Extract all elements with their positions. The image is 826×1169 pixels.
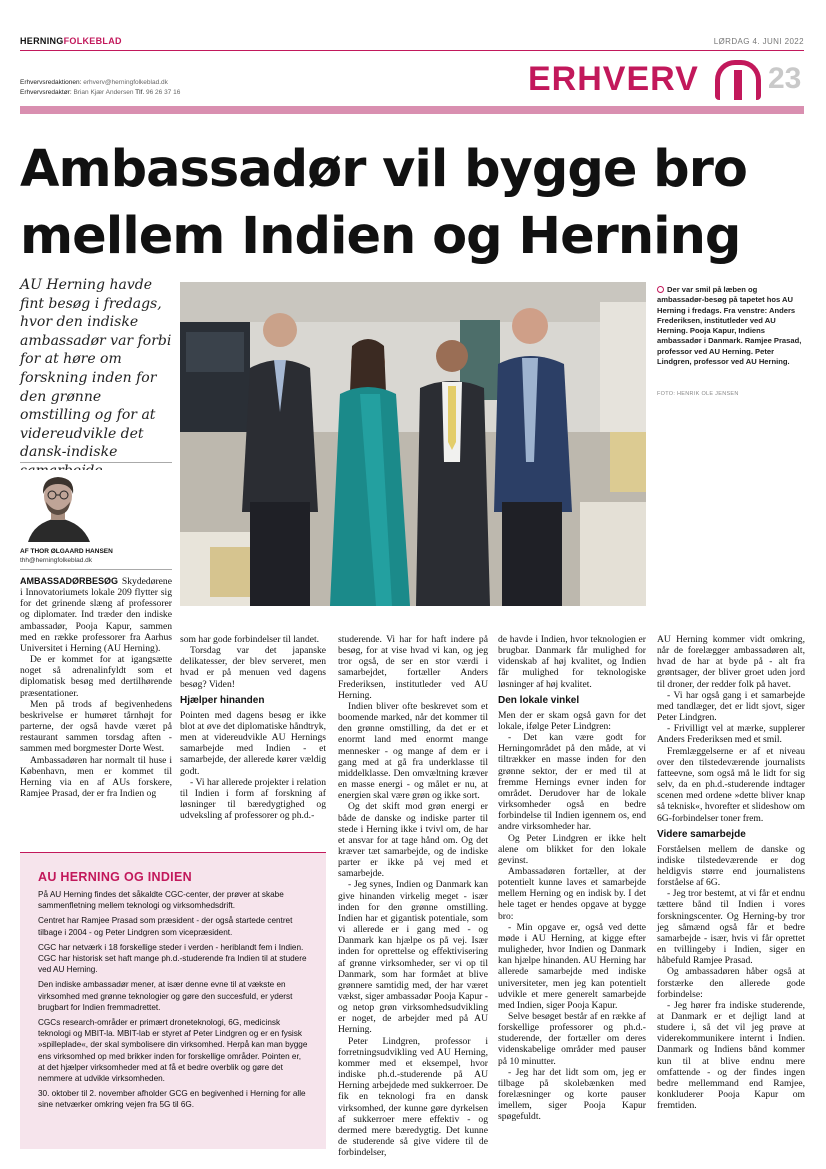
paragraph: Men på trods af begivenhedens beskrivelse er humøret tårnhøjt for parterne, der også havde været på restaurant sammen torsdag aften - sammen med borgmester Dorte West. bbox=[20, 698, 172, 755]
paragraph: Ambassadøren fortæller, at der potentielt kunne laves et samarbejde mellem Herning og en indisk by. I det hele taget er hendes opgave at bygge bro: bbox=[498, 865, 646, 922]
paragraph-text: Skydedørene i Innovatoriumets lokale 209 flytter sig for det grinende slæng af professorer og diplomater. Ind træder den indiske ambassadør, Pooja Kapur, sammen med en række professorer fra Aarhus Universitet i Herning (AU Herning). bbox=[20, 576, 172, 654]
paragraph: - Jeg hører fra indiske studerende, at Danmark er et dejligt land at studere i, så det vil jeg prøve at viderekommunikere internt i Indien. Danmark og Indiens bånd kommer kun til at blive endnu mere omfattende - og der findes ingen bedre mellemmand end Ramjee, konkluderer Pooja Kapur om fremtiden. bbox=[657, 999, 805, 1112]
paragraph bbox=[20, 576, 172, 654]
paragraph: - Jeg tror bestemt, at vi får et endnu tættere bånd til Indien i vores forskningscenter. Og Herning-by tror jeg såmænd også får et bedre samarbejde - især, hvis vi får oprettet en tvillingeby i Indien, siger en håbefuld Ramjee Prasad. bbox=[657, 888, 805, 967]
masthead-name-b: FOLKEBLAD bbox=[63, 36, 122, 46]
phone-number: 96 26 37 16 bbox=[146, 89, 181, 96]
paragraph: - Jeg synes, Indien og Danmark kan give hinanden virkelig meget - især inden for den grønne omstilling. Indien har et gigantisk potentiale, som vi allerede er i gang med - og Danmark kan hjælpe os på vej. Især inden for oprettelse og effektivisering af grønne virksomheder, ser vi op til Danmark, som har formået at blive grønnere samtidig med, der har været vækst, siger ambassadør Pooja Kapur - og netop grøn virksomhedsudvikling er noget, de arbejder med på AU Herning. bbox=[338, 879, 488, 1036]
newspaper-masthead bbox=[20, 36, 122, 46]
fact-box-title: AU HERNING OG INDIEN bbox=[38, 870, 192, 884]
fact-box-rule bbox=[20, 852, 326, 853]
subheading: Hjælper hinanden bbox=[180, 694, 265, 706]
editor-label: Erhvervsredaktør: bbox=[20, 89, 72, 96]
paragraph: Ambassadøren har normalt til huse i København, men er kommet til Herning via en af AUs forskere, Ramjee Prasad, der er fra Indien og bbox=[20, 754, 172, 799]
byline-divider bbox=[20, 569, 172, 570]
fact-box-item: 30. oktober til 2. november afholder GCG en begivenhed i Herning for alle sine netværker omkring vejen fra 5G til 6G. bbox=[38, 1089, 306, 1110]
intro-divider bbox=[20, 462, 172, 463]
fact-box-item: CGCs research-områder er primært droneteknologi, 6G, medicinsk teknologi og MBIT-la. MBIT-lab er styret af Peter Lindgren og er en fysisk »spilleplade«, der skal symbolisere din virksomhed. Herpå kan man bygge ens virksomhed op med brikker inden for forskellige områder. Pointen er, at det hjælper virksomheder med at få et bedre overblik og gøre det nemmere at udvikle virksomheden. bbox=[38, 1018, 308, 1084]
author-portrait bbox=[20, 470, 108, 542]
caption-text: Der var smil på læben og ambassadør-besøg på tapetet hos AU Herning i fredags. Fra venstre: Anders Frederiksen, institutleder ved AU Herning. Pooja Kapur, Indiens ambassadør i Danmark. Ramjee Prasad, professor ved AU Herning. Peter Lindgren, professor ved AU Herning. bbox=[657, 285, 802, 367]
group-photo-illustration bbox=[180, 282, 646, 606]
paragraph: De er kommet for at igangsætte noget så adrenalinfyldt som et diplomatisk besøg med dertilhørende præsentationer. bbox=[20, 654, 172, 699]
subheading: Den lokale vinkel bbox=[498, 694, 580, 706]
photo-credit: FOTO: HENRIK OLE JENSEN bbox=[657, 391, 739, 397]
article-kicker: AMBASSADØRBESØG bbox=[20, 576, 119, 586]
paragraph: Og ambassadøren håber også at forstærke den allerede gode forbindelse: bbox=[657, 966, 805, 1000]
masthead-rule bbox=[20, 50, 804, 51]
paragraph: - Jeg har det lidt som om, jeg er tilbage på skolebænken med forelæsninger og korte pauser imellem, siger Pooja Kapur spøgefuldt. bbox=[498, 1066, 646, 1123]
fact-box-item: CGC har netværk i 18 forskellige steder i verden - heriblandt fem i Indien. CGC har historisk set haft mange ph.d.-studerende fra Indien til at studere ved AU Herning. bbox=[38, 942, 307, 975]
fact-box-item: Centret har Ramjee Prasad som præsident - der også startede centret tilbage i 2004 - og Peter Lindgren som vicepræsident. bbox=[38, 916, 293, 937]
paragraph: de havde i Indien, hvor teknologien er brugbar. Danmark får mulighed for videnskab af høj kvalitet, og Indien får mulighed for teknologiske løsninger af høj kvalitet. bbox=[498, 634, 646, 690]
author-portrait-photo bbox=[20, 470, 108, 542]
paragraph: Forståelsen mellem de danske og indiske tilstedeværende er dog heldigvis større end journalistens forståelse af 6G. bbox=[657, 843, 805, 889]
fact-box-item: På AU Herning findes det såkaldte CGC-center, der prøver at skabe sammenfletning mellem teknologi og virksomhedsdrift. bbox=[38, 890, 284, 911]
article-headline: Ambassadør vil bygge bro mellem Indien og Herning bbox=[20, 140, 747, 266]
paragraph: som har gode forbindelser til landet. bbox=[180, 634, 320, 645]
section-band bbox=[20, 106, 804, 114]
paragraph: - Vi har allerede projekter i relation til Indien i form af forskning af løsninger til bæredygtighed og udveksling af professorer og ph.d.- bbox=[180, 776, 326, 822]
section-m-logo-stem bbox=[734, 70, 742, 100]
paragraph: Torsdag var det japanske delikatesser, der blev serveret, men hvad er på menuen ved dagens besøg? Viden! bbox=[180, 645, 326, 690]
paragraph: Og det skift mod grøn energi er både de danske og indiske parter til stede i Herning ikke i tvivl om, de har et ansvar for at tage hånd om. Og det kræver tæt samarbejde, og de indiske parter er ikke på vej med et samarbejde. bbox=[338, 801, 488, 880]
contact-line-1 bbox=[20, 79, 168, 86]
photo-caption bbox=[657, 285, 805, 367]
page-number: 23 bbox=[768, 62, 802, 95]
caption-bullet-icon bbox=[657, 286, 664, 293]
article-intro: AU Herning havde fint besøg i fredags, hvor den indiske ambassadør var forbi for at høre om forskning inden for den grønne omstilling og for at videreudvikle det dansk-indiske bbox=[20, 277, 172, 461]
paragraph: Og Peter Lindgren er ikke helt alene om blikket for den lokale gevinst. bbox=[498, 832, 646, 866]
paragraph: - Min opgave er, også ved dette møde i AU Herning, at kigge efter muligheder, hvor Indien og Danmark kan hjælpe hinanden. AU Herning har allerede samarbejde med indiske universiteter, men jeg kan potentielt udvikle et mere generelt samarbejde med Indien, siger Pooja Kapur. bbox=[498, 921, 646, 1011]
subheading: Videre samarbejde bbox=[657, 828, 746, 840]
section-title: ERHVERV bbox=[528, 60, 699, 98]
paragraph: Fremlæggelserne er af et niveau over den tilstedeværende journalists fatteevne, som også må le lidt for sig selv, da en ph.d.-studerende indtager scenen med ordene »dette bliver knap så teknisk«, hvorefter et slideshow om 6G-forbindelser toner frem. bbox=[657, 745, 805, 824]
contact-email[interactable]: erhverv@herningfolkeblad.dk bbox=[83, 79, 168, 86]
byline-email[interactable]: thh@herningfolkeblad.dk bbox=[20, 557, 93, 564]
paragraph: Indien bliver ofte beskrevet som et boomende marked, når det kommer til den grønne omstilling, da det er et enormt land med enormt mange mennesker - og mange af dem er i gang med at gå fra underklasse til middelklasse. Den omvæltning kræver en masse energi - og målet er nu, at energien skal være grøn og ikke sort. bbox=[338, 700, 488, 802]
paragraph: - Det kan være godt for Herningområdet på den måde, at vi tiltrækker en masse inden for den grønne sektor, der er med til at fremme Hernings evner inden for området. Derudover har de lokale virksomheder også en bedre forbindelse til Indien igennem os, end andre virksomheder har. bbox=[498, 732, 646, 833]
masthead-name-a: HERNING bbox=[20, 36, 64, 46]
paragraph: - Frivilligt vel at mærke, supplerer Anders Frederiksen med et smil. bbox=[657, 723, 805, 746]
paragraph: studerende. Vi har for haft indere på besøg, for at vise hvad vi kan, og jeg tror også, de ser en stor værdi i samarbejdet, fortæller Anders Frederiksen, institutleder ved AU Herning. bbox=[338, 634, 488, 701]
byline-author: AF THOR ØLGAARD HANSEN bbox=[20, 548, 113, 555]
article-column-1 bbox=[20, 576, 172, 799]
fact-box-item: Den indiske ambassadør mener, at især denne evne til at vækste en virksomhed med grønne teknologier og gøre den succesfuld, er yderst brugbart for Indien fremmadrettet. bbox=[38, 980, 293, 1012]
phone-label: Tlf. bbox=[135, 89, 145, 96]
article-column-5 bbox=[657, 634, 805, 1111]
contact-line-2 bbox=[20, 89, 180, 96]
article-column-3 bbox=[338, 634, 488, 1158]
paragraph: - Vi har også gang i et samarbejde med tandlæger, det er lidt sjovt, siger Peter Lindgren. bbox=[657, 689, 805, 724]
contact-label: Erhvervsredaktionen: bbox=[20, 79, 82, 86]
paragraph: AU Herning kommer vidt omkring, når de forelægger ambassadøren alt, hvad de har at byde på - alt fra grøntsager, der bliver groet uden jord til droner, der redder folk på havet. bbox=[657, 634, 805, 690]
article-column-2 bbox=[180, 634, 326, 821]
issue-date: LØRDAG 4. JUNI 2022 bbox=[713, 37, 804, 46]
paragraph: Pointen med dagens besøg er ikke blot at øve det diplomatiske håndtryk, men at videreudvikle AU Hernings samarbejde med Indien - et samarbejde, der allerede kører vældig godt. bbox=[180, 709, 326, 777]
editor-name: Brian Kjær Andersen bbox=[73, 89, 134, 96]
paragraph: Men der er skam også gavn for det lokale, ifølge Peter Lindgren: bbox=[498, 709, 646, 732]
paragraph: Peter Lindgren, professor i forretningsudvikling ved AU Herning, kommer med et eksempel, hvor indiske ph.d.-studerende på AU Herning arbejdede med sukkerroer. De fik en teknologi fra en dansk virksomhed, der kunne gøre dyrkelsen af sukkerroer mere effektiv - og dermed mere bæredygtig. Det kunne de studerende så give videre til de forbindelser, bbox=[338, 1035, 488, 1159]
fact-box bbox=[20, 852, 326, 1149]
article-photo bbox=[180, 282, 646, 606]
article-column-4 bbox=[498, 634, 646, 1123]
paragraph: Selve besøget består af en række af forskellige professorer og ph.d.-studerende, der fortæller om deres videnskabelige områder med pauser på 10 minutter. bbox=[498, 1011, 646, 1067]
